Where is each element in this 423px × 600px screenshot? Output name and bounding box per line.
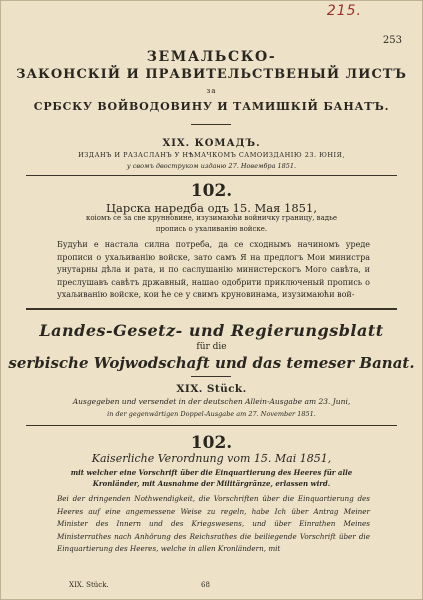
page-number: 253: [382, 35, 402, 46]
serbian-issue-info2: у свомъ двоструком изданю 27. Новембра 1851.: [126, 162, 297, 170]
german-masthead-line1: Landes-Gesetz- und Regierungsblatt: [39, 321, 384, 340]
serbian-act-body: Будући е настала силна потреба, да се сходнымъ начиномъ уреде прописи о ухаљиванію войске, зато самъ Я на предлогъ Мои министра унутарны дѣла и рата, и по саслушанію министерскогъ Мого савѣта, и преслушавъ савѣтъ државный, нашао одобрити приключеный пропись о ухаљиванію войске, кои ће се у свимъ круновинама, изузимаюћи вой-: [57, 240, 370, 299]
serbian-issue-info: ИЗДАНЪ И РАЗАСЛАНЪ У НѢМАЧКОМЪ САМОИЗДАНІЮ 23. ЮНІЯ,: [78, 151, 345, 159]
german-act-subtitle: mit welcher eine Vorschrift über die Einquartierung des Heeres für alle Kronländer, mit Ausnahme der Militärgränze, erlassen wird.: [70, 468, 353, 488]
serbian-act-subtitle: коіомъ се за све крунновине, изузимаюћи войничку границу, вадье пропись о ухаливанію войске.: [85, 214, 338, 233]
german-issue: XIX. Stück.: [176, 383, 247, 395]
german-issue-info2: in der gegenwärtigen Doppel-Ausgabe am 27. November 1851.: [107, 410, 316, 418]
serbian-masthead-line4: СРБСКУ ВОЙВОДОВИНУ И ТАМИШКІЙ БАНАТЪ.: [33, 100, 390, 113]
german-act-body: Bei der dringenden Nothwendigkeit, die Vorschriften über die Einquartierung des Heeres auf eine angemessene Weise zu regeln, habe Ich über Antrag Meiner Minister des Innern und des Kriegswesens, und über Einrathen Meines Ministerrathes nach Anhörung des Reichsrathes die beiliegende Vorschrift über die Einquartierung des Heeres, welche in allen Kronländern, mit: [57, 494, 370, 553]
german-issue-info: Ausgegeben und versendet in der deutschen Allein-Ausgabe am 23. Juni,: [72, 397, 351, 406]
serbian-act-title: Царска наредба одъ 15. Мая 1851,: [106, 201, 317, 215]
footer-signature: 68: [201, 581, 210, 589]
separator-rule: [26, 425, 397, 426]
serbian-masthead-line1: ЗЕМАЛЬСКО-: [146, 49, 277, 65]
separator-rule: [26, 175, 397, 176]
serbian-masthead-line3: за: [206, 87, 217, 95]
serbian-act-number: 102.: [190, 181, 233, 201]
separator-short: [191, 376, 231, 377]
separator-short: [191, 124, 231, 125]
german-masthead-line2: für die: [196, 342, 227, 352]
footer-issue: XIX. Stück.: [69, 581, 109, 589]
section-divider: [26, 308, 397, 310]
handwritten-page-annotation: 215.: [326, 3, 362, 19]
german-act-number: 102.: [190, 433, 233, 453]
german-masthead-line3: serbische Wojwodschaft und das temeser Banat.: [8, 354, 415, 372]
german-act-title: Kaiserliche Verordnung vom 15. Mai 1851,: [91, 452, 332, 465]
serbian-masthead-line2: ЗАКОНСКІЙ И ПРАВИТЕЛЬСТВЕНЫЙ ЛИСТЪ: [16, 67, 407, 82]
serbian-issue: XIX. КОМАДЪ.: [162, 138, 261, 149]
